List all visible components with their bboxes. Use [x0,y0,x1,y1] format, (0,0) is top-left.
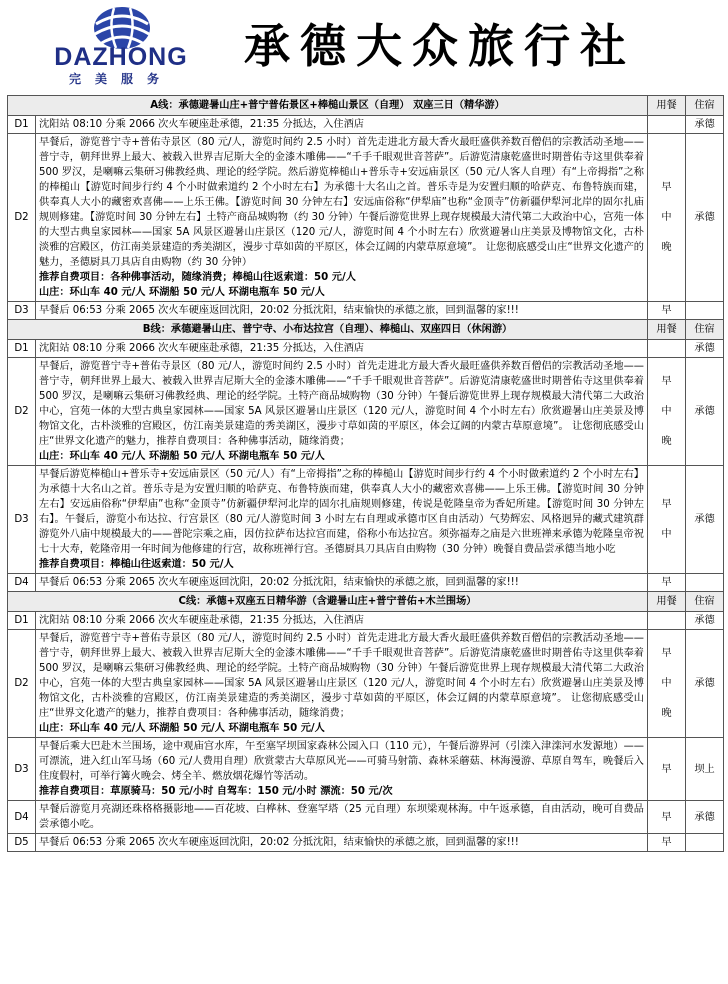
accommodation [686,302,724,320]
day-row [8,801,724,834]
meals [648,574,686,592]
meal-item: 早 [661,375,672,387]
meal-item: 早 [661,811,672,823]
accommodation: 承德 [686,134,724,302]
meal-column-header: 用餐 [648,320,686,340]
meal-item: 晚 [661,435,672,447]
day-text: 沈阳站 08:10 分乘 2066 次火车硬座赴承德，21:35 分抵达，入住酒店 [39,615,364,626]
day-row [8,574,724,592]
meals [648,358,686,466]
meal-column-header: 用餐 [648,592,686,612]
meals [648,466,686,574]
day-description [36,630,648,738]
day-row [8,358,724,466]
day-description [36,466,648,574]
meal-column-header: 用餐 [648,96,686,116]
day-label: D1 [8,612,36,630]
day-label: D3 [8,466,36,574]
day-label: D2 [8,358,36,466]
day-row [8,340,724,358]
day-text: 早餐后 06:53 分乘 2065 次火车硬座返回沈阳，20:02 分抵沈阳，结束愉快的承德之旅，回到温馨的家!!! [39,837,519,848]
day-description [36,834,648,852]
day-row [8,738,724,801]
day-row [8,302,724,320]
logo-slogan: 完美服务 [68,72,173,86]
accommodation: 承德 [686,466,724,574]
meals [648,612,686,630]
meal-item: 晚 [661,707,672,719]
accommodation: 承德 [686,358,724,466]
day-text: 早餐后，游览普宁寺+普佑寺景区（80 元/人，游览时间约 2.5 小时）首先走进北方最大香火最旺盛供养数百僧侣的宗教活动圣地——普宁寺，朝拜世界上最大、被载入世界吉尼斯大全的金漆木雕佛——“千手千眼观世音菩萨”。后游览清康乾盛世时期普佑寺这里供奉着 500 罗汉，是喇嘛云集研习佛教经典、理论的经学院。然后游览棒槌山+普乐寺+安远庙景区（50 元/人客人自理）有“上帝拇指”之称的棒槌山【游览时间步行约 4 个小时做索道约 2 个小时左右】为承德十大名山之首。普乐寺是为安置归顺的哈萨克、布鲁特族而建，供奉真人大小的藏密欢喜佛——上乐王佛。【游览时间 30 分钟左右】安远庙俗称“伊犁庙”也称“金顶寺”仿新疆伊犁河北岸的固尔扎庙规则修建。【游览时间 30 分钟左右】土特产商品城购物（约 30 分钟）午餐后游览世界上现存规模最大清代第二大政治中心，宫苑一体的大型古典皇家园林——国家 5A 风景区避暑山庄景区（120 元/人，游览时间 4 个小时左右）欣赏避暑山庄美景及博物馆文化，古朴淡雅的宫殿区，仿江南美景建造的秀美湖区，漫步寸草如茵的平原区，体会辽阔的内蒙草原意境”。 让您彻底感受山庄“世界文化遗产的魅力，圣德厨具刀具店自由购物（约 30 分钟） [39,137,644,268]
day-row [8,466,724,574]
day-description [36,738,648,801]
company-name: 承德大众旅行社 [244,19,636,73]
meal-item: 早 [661,305,672,316]
meals [648,134,686,302]
day-text: 早餐后乘大巴赴木兰围场，途中观庙宫水库，午至塞罕坝国家森林公园入口（110 元），午餐后游界河（引滦入津滦河水发源地）——可漂流，进入红山军马场（60 元/人费用自理）欣赏蒙古大草原风光——可骑马射箭、森林采蘑菇、林海漫游、草原自驾车，晚餐后入住度假村，可举行篝火晚会、烤全羊、燃放烟花爆竹等活动。 [39,741,644,782]
meal-item: 早 [661,763,672,775]
accommodation: 承德 [686,340,724,358]
meals [648,116,686,134]
day-description [36,358,648,466]
company-logo [36,4,206,90]
day-label: D5 [8,834,36,852]
route-header-row [8,592,724,612]
logo-text: DAZHONG [54,43,188,71]
route-header-row [8,96,724,116]
day-label: D3 [8,738,36,801]
accommodation [686,574,724,592]
meals [648,801,686,834]
day-description [36,340,648,358]
meal-item: 早 [661,647,672,659]
day-label: D2 [8,630,36,738]
day-description [36,116,648,134]
stay-column-header: 住宿 [686,592,724,612]
meal-item: 中 [661,405,672,417]
park-transport-prices: 山庄：环山车 40 元/人 环湖船 50 元/人 环湖电瓶车 50 元/人 [39,451,325,462]
accommodation: 坝上 [686,738,724,801]
optional-items: 推荐自费项目：棒槌山往返索道：50 元/人 [39,559,234,570]
day-label: D1 [8,340,36,358]
meals [648,630,686,738]
meal-item: 中 [661,677,672,689]
day-row [8,630,724,738]
accommodation: 承德 [686,630,724,738]
meal-item: 中 [661,528,672,540]
meal-item: 晚 [661,241,672,253]
day-label: D4 [8,801,36,834]
meal-item: 中 [661,211,672,223]
day-label: D2 [8,134,36,302]
meal-item: 早 [661,498,672,510]
accommodation: 承德 [686,612,724,630]
day-label: D4 [8,574,36,592]
meal-item: 早 [661,181,672,193]
day-label: D3 [8,302,36,320]
day-label: D1 [8,116,36,134]
meals [648,302,686,320]
page-header [0,0,728,92]
day-text: 早餐后，游览普宁寺+普佑寺景区（80 元/人，游览时间约 2.5 小时）首先走进北方最大香火最旺盛供养数百僧侣的宗教活动圣地——普宁寺，朝拜世界上最大、被载入世界吉尼斯大全的金漆木雕佛——“千手千眼观世音菩萨”。后游览清康乾盛世时期普佑寺这里供奉着 500 罗汉，是喇嘛云集研习佛教经典、理论的经学院。土特产商品城购物（30 分钟）午餐后游览世界上现存规模最大清代第二大政治中心，宫苑一体的大型古典皇家园林——国家 5A 风景区避暑山庄景区（120 元/人，游览时间 4 个小时左右）欣赏避暑山庄美景及博物馆文化，古朴淡雅的宫殿区，仿江南美景建造的秀美湖区，漫步寸草如茵的平原区，体会辽阔的内蒙草原意境”。 让您彻底感受山庄“世界文化遗产的魅力，推荐自费项目：各种佛事活动，随缘消费； [39,633,644,719]
meal-item: 早 [661,577,672,588]
day-row [8,116,724,134]
itinerary-table [7,95,724,852]
day-description [36,801,648,834]
day-text: 早餐后 06:53 分乘 2065 次火车硬座返回沈阳，20:02 分抵沈阳，结束愉快的承德之旅，回到温馨的家!!! [39,577,519,588]
optional-items: 推荐自费项目：各种佛事活动，随缘消费；棒槌山往返索道：50 元/人 [39,272,356,283]
day-row [8,612,724,630]
day-description [36,134,648,302]
meal-item: 早 [661,837,672,848]
optional-items: 推荐自费项目：草原骑马：50 元/小时 自驾车：150 元/小时 漂流：50 元/次 [39,786,393,797]
day-text: 早餐后，游览普宁寺+普佑寺景区（80 元/人，游览时间约 2.5 小时）首先走进北方最大香火最旺盛供养数百僧侣的宗教活动圣地——普宁寺，朝拜世界上最大、被载入世界吉尼斯大全的金漆木雕佛——“千手千眼观世音菩萨”。后游览清康乾盛世时期普佑寺这里供奉着 500 罗汉，是喇嘛云集研习佛教经典、理论的经学院。土特产商品城购物（30 分钟）午餐后游览世界上现存规模最大清代第二大政治中心，宫苑一体的大型古典皇家园林——国家 5A 风景区避暑山庄景区（120 元/人，游览时间 4 个小时左右）欣赏避暑山庄美景及博物馆文化，古朴淡雅的宫殿区，仿江南美景建造的秀美湖区，漫步寸草如茵的平原区，体会辽阔的内蒙古草原意境”。 让您彻底感受山庄“世界文化遗产的魅力，推荐自费项目：各种佛事活动，随缘消费； [39,361,644,447]
day-text: 早餐后游览棒槌山+普乐寺+安远庙景区（50 元/人）有“上帝拇指”之称的棒槌山【游览时间步行约 4 个小时做索道约 2 个小时左右】为承德十大名山之首。普乐寺是为安置归顺的哈萨克、布鲁特族而建，供奉真人大小的藏密欢喜佛——上乐王佛。【游览时间 30 分钟左右】安远庙俗称“伊犁庙”也称“金顶寺”仿新疆伊犁河北岸的固尔扎庙规则修建，传说是乾隆皇帝为香妃所建。【游览时间 30 分钟左右】。午餐后，游览小布达拉、行宫景区（80 元/人游览时间 3 小时左右自理或承德市区自由活动）气势辉宏、风格迥异的藏式建筑群游览外八庙中规模最大的——普陀宗乘之庙，因仿拉萨布达拉宫而建，俗称小布达拉宫。须弥福寿之庙是六世班禅来承德为乾隆皇帝祝七十大寿，乾隆帝用一年时间为他修建的行宫，故称班禅行宫。圣德厨具刀具店自由购物（30 分钟）晚餐自费品尝承德当地小吃 [39,469,644,555]
accommodation: 承德 [686,116,724,134]
day-description [36,302,648,320]
accommodation: 承德 [686,801,724,834]
meals [648,834,686,852]
route-title: A线：承德避暑山庄+普宁普佑景区+棒槌山景区（自理） 双座三日（精华游） [8,96,648,116]
day-row [8,834,724,852]
day-text: 早餐后游览月亮湖还珠格格摄影地——百花坡、白桦林、登塞罕塔（25 元自理）东坝梁观林海。中午返承德，自由活动，晚可自费品尝承德小吃。 [39,804,644,830]
stay-column-header: 住宿 [686,320,724,340]
route-title: B线：承德避暑山庄、普宁寺、小布达拉宫（自理）、棒槌山、双座四日（休闲游） [8,320,648,340]
day-row [8,134,724,302]
accommodation [686,834,724,852]
day-text: 早餐后 06:53 分乘 2065 次火车硬座返回沈阳，20:02 分抵沈阳，结束愉快的承德之旅，回到温馨的家!!! [39,305,519,316]
stay-column-header: 住宿 [686,96,724,116]
day-text: 沈阳站 08:10 分乘 2066 次火车硬座赴承德，21:35 分抵达，入住酒店 [39,119,364,130]
route-title: C线：承德+双座五日精华游（含避暑山庄+普宁普佑+木兰围场） [8,592,648,612]
park-transport-prices: 山庄：环山车 40 元/人 环湖船 50 元/人 环湖电瓶车 50 元/人 [39,723,325,734]
day-text: 沈阳站 08:10 分乘 2066 次火车硬座赴承德，21:35 分抵达，入住酒店 [39,343,364,354]
day-description [36,612,648,630]
park-transport-prices: 山庄：环山车 40 元/人 环湖船 50 元/人 环湖电瓶车 50 元/人 [39,287,325,298]
day-description [36,574,648,592]
meals [648,738,686,801]
meals [648,340,686,358]
route-header-row [8,320,724,340]
